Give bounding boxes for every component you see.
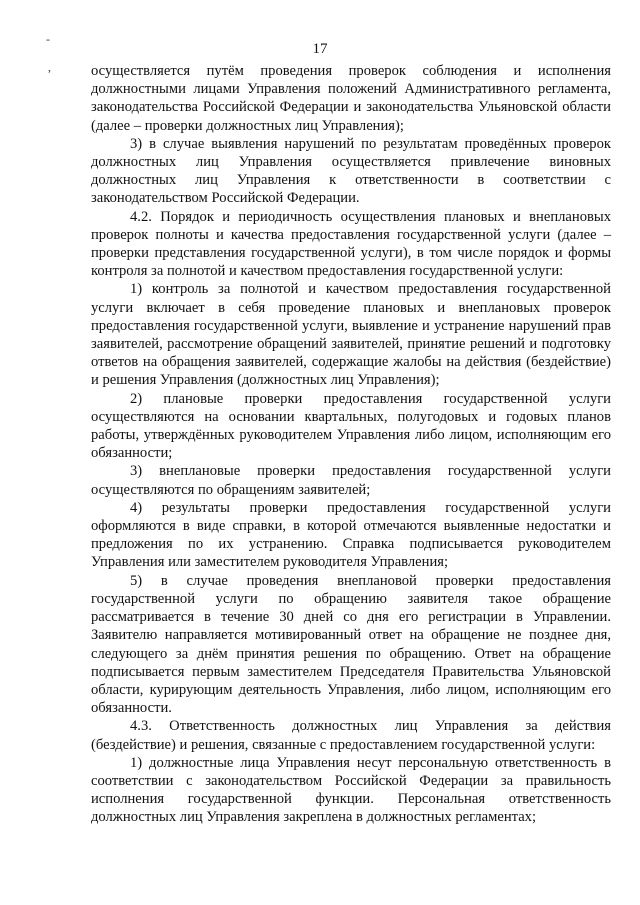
paragraph: 4) результаты проверки предоставления государственной услуги оформляются в виде справки, в которой отмечаются выявленные недостатки и предложения по их устранению. Справка подписывается руководителем Управления или заместителем руководителя Управления;: [91, 499, 611, 571]
paragraph: 2) плановые проверки предоставления государственной услуги осуществляются на основании квартальных, полугодовых и годовых планов работы, утверждённых руководителем Управления либо лицом, исполняющим его обязанности;: [91, 390, 611, 462]
paragraph: 1) контроль за полнотой и качеством предоставления государственной услуги включает в себя проведение плановых и внеплановых проверок предоставления государственной услуги, выявление и устранение нарушений прав заявителей, рассмотрение обращений заявителей, принятие решений и подготовку ответов на обращения заявителей, содержащие жалобы на действия (бездействие) и решения Управления (должностных лиц Управления);: [91, 281, 611, 389]
paragraph: 4.2. Порядок и периодичность осуществления плановых и внеплановых проверок полноты и качества предоставления государственной услуги (далее – проверки представления государственной услуги), в том числе порядок и формы контроля за полнотой и качеством предоставления государственной услуги:: [91, 208, 611, 280]
paragraph: 5) в случае проведения внеплановой проверки предоставления государственной услуги по обращению заявителя такое обращение рассматривается в течение 30 дней со дня его регистрации в Управлении. Заявителю направляется мотивированный ответ на обращение не позднее дня, следующего за днём принятия решения по обращению. Ответ на обращение подписывается первым заместителем Председателя Правительства Ульяновской области, курирующим деятельность Управления, либо лицом, исполняющим его обязанности.: [91, 572, 611, 717]
paragraph: 1) должностные лица Управления несут персональную ответственность в соответствии с законодательством Российской Федерации за правильность исполнения государственной функции. Персональная ответственность должностных лиц Управления закреплена в должностных регламентах;: [91, 754, 611, 826]
document-body: [91, 62, 611, 827]
margin-mark: -: [46, 32, 50, 46]
paragraph: 3) в случае выявления нарушений по результатам проведённых проверок должностных лиц Управления осуществляется привлечение виновных должностных лиц Управления к ответственности в соответствии с законодательством Российской Федерации.: [91, 135, 611, 207]
page-number: 17: [312, 41, 328, 57]
margin-mark: ,: [48, 60, 51, 74]
paragraph: осуществляется путём проведения проверок соблюдения и исполнения должностными лицами Управления положений Административного регламента, законодательства Российской Федерации и законодательства Ульяновской области (далее – проверки должностных лиц Управления);: [91, 63, 611, 134]
paragraph: 3) внеплановые проверки предоставления государственной услуги осуществляются по обращениям заявителей;: [91, 463, 611, 498]
paragraph: 4.3. Ответственность должностных лиц Управления за действия (бездействие) и решения, связанные с предоставлением государственной услуги:: [91, 718, 611, 753]
